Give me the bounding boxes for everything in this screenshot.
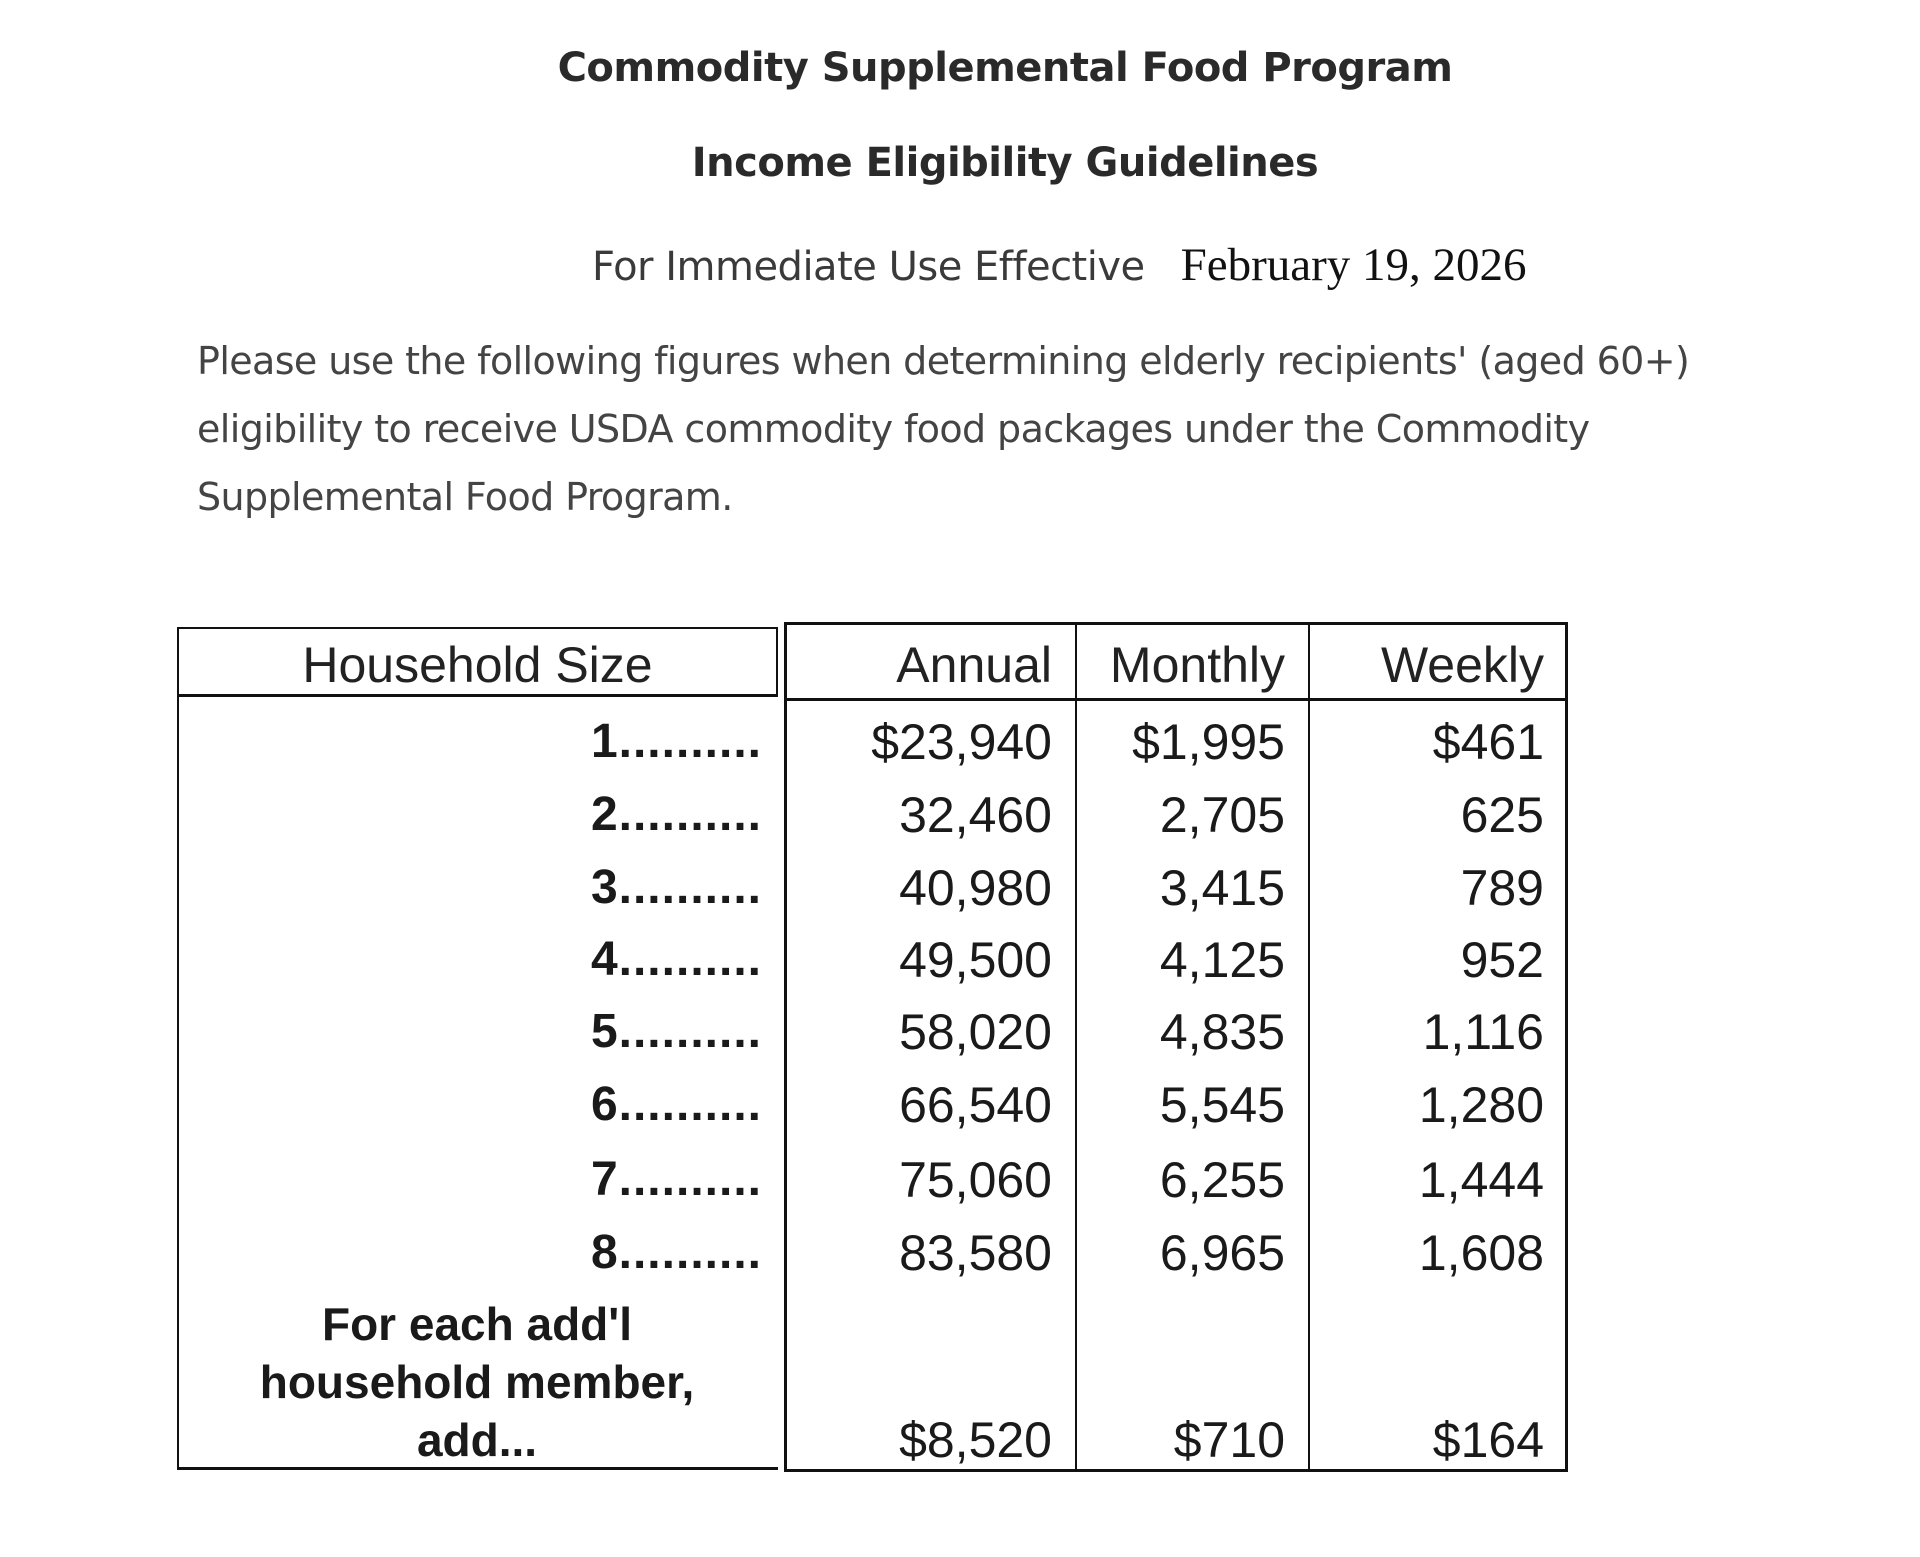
annual-cell: 75,060 [899, 1152, 1052, 1208]
intro-line-1: Please use the following figures when determining elderly recipients' (aged 60+) [197, 339, 1690, 383]
effective-line [592, 238, 1527, 292]
weekly-cell: $461 [1432, 714, 1544, 770]
header-weekly: Weekly [1380, 637, 1544, 693]
additional-weekly: $164 [1432, 1412, 1544, 1468]
household-size-cell: 2.......... [590, 788, 762, 841]
household-size-cell: 8.......... [590, 1226, 762, 1279]
header-divider [784, 698, 1568, 701]
weekly-cell: 1,608 [1418, 1225, 1544, 1281]
additional-line-3: add... [416, 1414, 538, 1466]
header-annual: Annual [896, 637, 1052, 693]
monthly-cell: 5,545 [1159, 1077, 1285, 1133]
document-subtitle: Income Eligibility Guidelines [691, 140, 1319, 186]
monthly-cell: $1,995 [1132, 714, 1285, 770]
annual-cell: 66,540 [899, 1077, 1052, 1133]
effective-label: For Immediate Use Effective [592, 244, 1145, 290]
monthly-cell: 2,705 [1159, 787, 1285, 843]
additional-member-label [192, 1295, 762, 1469]
monthly-cell: 6,255 [1159, 1152, 1285, 1208]
household-size-cell: 3.......... [590, 861, 762, 914]
effective-date: February 19, 2026 [1180, 239, 1527, 291]
weekly-cell: 1,280 [1418, 1077, 1544, 1133]
weekly-cell: 1,116 [1422, 1004, 1544, 1060]
additional-line-1: For each add'l [321, 1298, 632, 1350]
weekly-cell: 789 [1460, 860, 1544, 916]
household-size-cell: 6.......... [590, 1078, 762, 1131]
household-size-cell: 1.......... [590, 715, 762, 768]
intro-paragraph [197, 327, 1757, 531]
monthly-cell: 4,125 [1159, 932, 1285, 988]
monthly-cell: 6,965 [1159, 1225, 1285, 1281]
additional-monthly: $710 [1173, 1412, 1285, 1468]
weekly-cell: 625 [1460, 787, 1544, 843]
monthly-cell: 3,415 [1159, 860, 1285, 916]
intro-line-2: eligibility to receive USDA commodity food packages under the Commodity [197, 407, 1590, 451]
household-size-cell: 7.......... [590, 1153, 762, 1206]
document-title: Commodity Supplemental Food Program [557, 45, 1453, 91]
weekly-cell: 1,444 [1418, 1152, 1544, 1208]
annual-cell: 49,500 [899, 932, 1052, 988]
annual-cell: 83,580 [899, 1225, 1052, 1281]
header-monthly: Monthly [1109, 637, 1285, 693]
household-size-cell: 4.......... [590, 933, 762, 986]
weekly-cell: 952 [1460, 932, 1544, 988]
additional-line-2: household member, [259, 1356, 695, 1408]
household-size-cell: 5.......... [590, 1005, 762, 1058]
annual-cell: 58,020 [899, 1004, 1052, 1060]
annual-cell: 32,460 [899, 787, 1052, 843]
annual-cell: 40,980 [899, 860, 1052, 916]
annual-cell: $23,940 [871, 714, 1052, 770]
intro-line-3: Supplemental Food Program. [197, 475, 733, 519]
additional-annual: $8,520 [899, 1412, 1052, 1468]
header-household-size: Household Size [177, 627, 778, 697]
monthly-cell: 4,835 [1159, 1004, 1285, 1060]
